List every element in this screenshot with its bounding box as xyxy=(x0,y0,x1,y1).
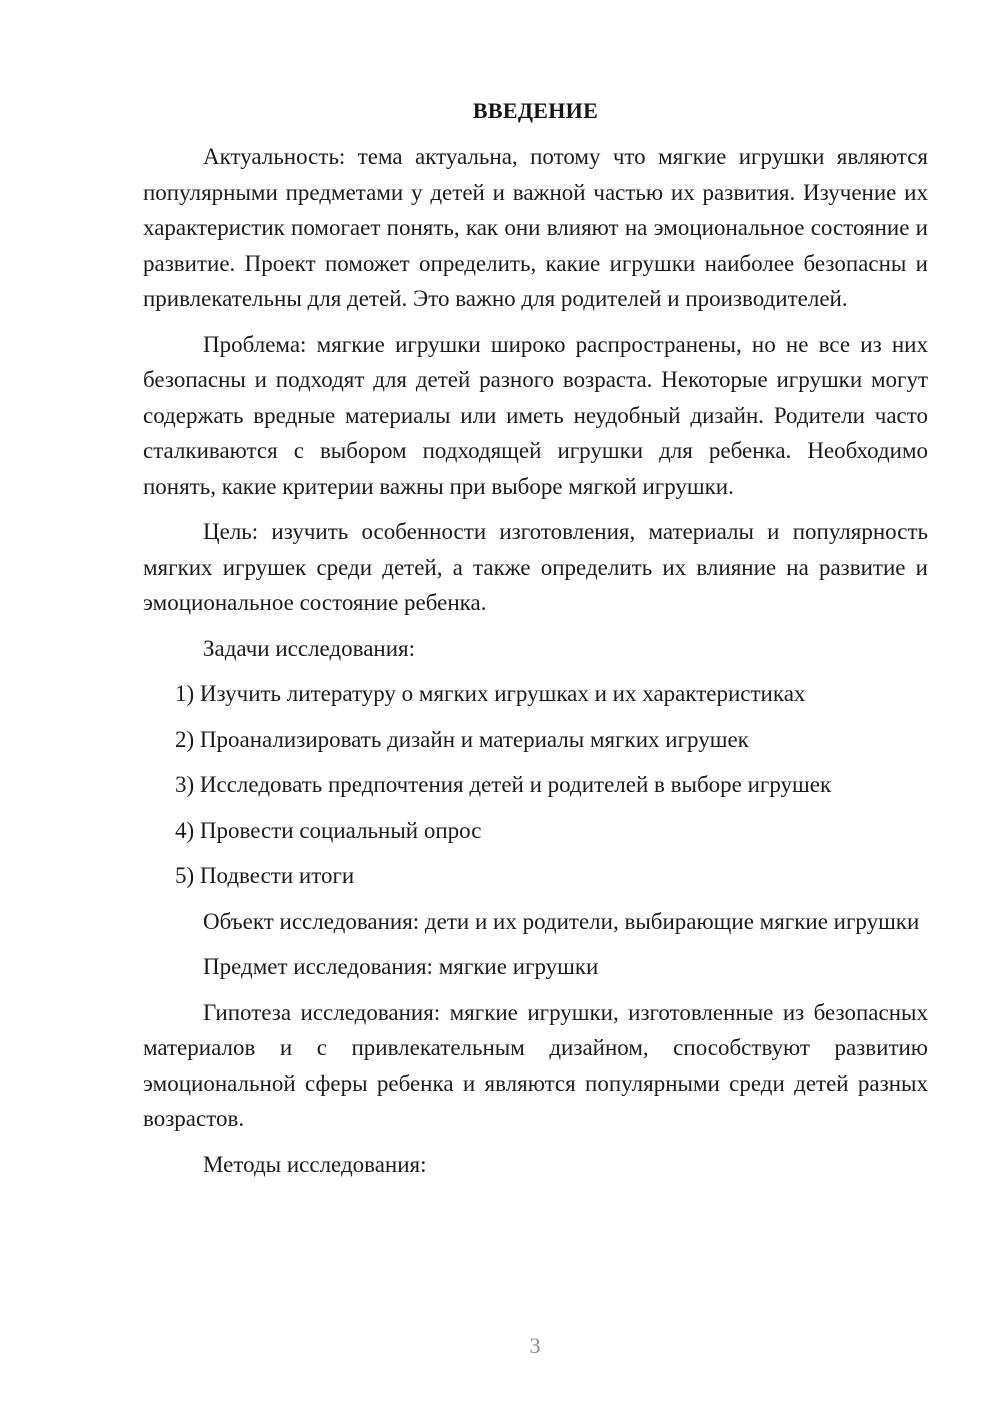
methods-title: Методы исследования: xyxy=(203,1151,427,1177)
page-content xyxy=(143,94,928,1192)
task-item: 5) Подвести итоги xyxy=(175,863,355,888)
section-heading: ВВЕДЕНИЕ xyxy=(472,98,599,123)
tasks-title: Задачи исследования: xyxy=(203,635,416,661)
task-item: 4) Провести социальный опрос xyxy=(175,817,482,843)
problem-paragraph: Проблема: мягкие игрушки широко распространены, но не все из них безопасны и подходят для детей разного возраста. Некоторые игрушки могут содержать вредные материалы или иметь неудобный дизайн. Родители часто сталкиваются с выбором подходящей игрушки для ребенка. Необходимо понять, какие критерии важны при выборе мягкой игрушки. xyxy=(143,331,928,499)
task-item: 2) Проанализировать дизайн и материалы мягких игрушек xyxy=(175,726,749,752)
task-item: 3) Исследовать предпочтения детей и родителей в выборе игрушек xyxy=(175,772,832,797)
subject-paragraph: Предмет исследования: мягкие игрушки xyxy=(203,954,599,979)
object-paragraph: Объект исследования: дети и их родители, выбирающие мягкие игрушки xyxy=(203,908,920,934)
hypothesis-paragraph: Гипотеза исследования: мягкие игрушки, изготовленные из безопасных материалов и с привлекательным дизайном, способствуют развитию эмоциональной сферы ребенка и являются популярными среди детей разных возрастов. xyxy=(143,999,928,1131)
relevance-paragraph: Актуальность: тема актуальна, потому что мягкие игрушки являются популярными предметами у детей и важной частью их развития. Изучение их характеристик помогает понять, как они влияют на эмоциональное состояние и развитие. Проект поможет определить, какие игрушки наиболее безопасны и привлекательны для детей. Это важно для родителей и производителей. xyxy=(143,144,928,311)
task-item: 1) Изучить литературу о мягких игрушках и их характеристиках xyxy=(175,681,806,706)
goal-paragraph: Цель: изучить особенности изготовления, материалы и популярность мягких игрушек среди детей, а также определить их влияние на развитие и эмоциональное состояние ребенка. xyxy=(143,519,928,615)
page-number: 3 xyxy=(529,1333,541,1358)
